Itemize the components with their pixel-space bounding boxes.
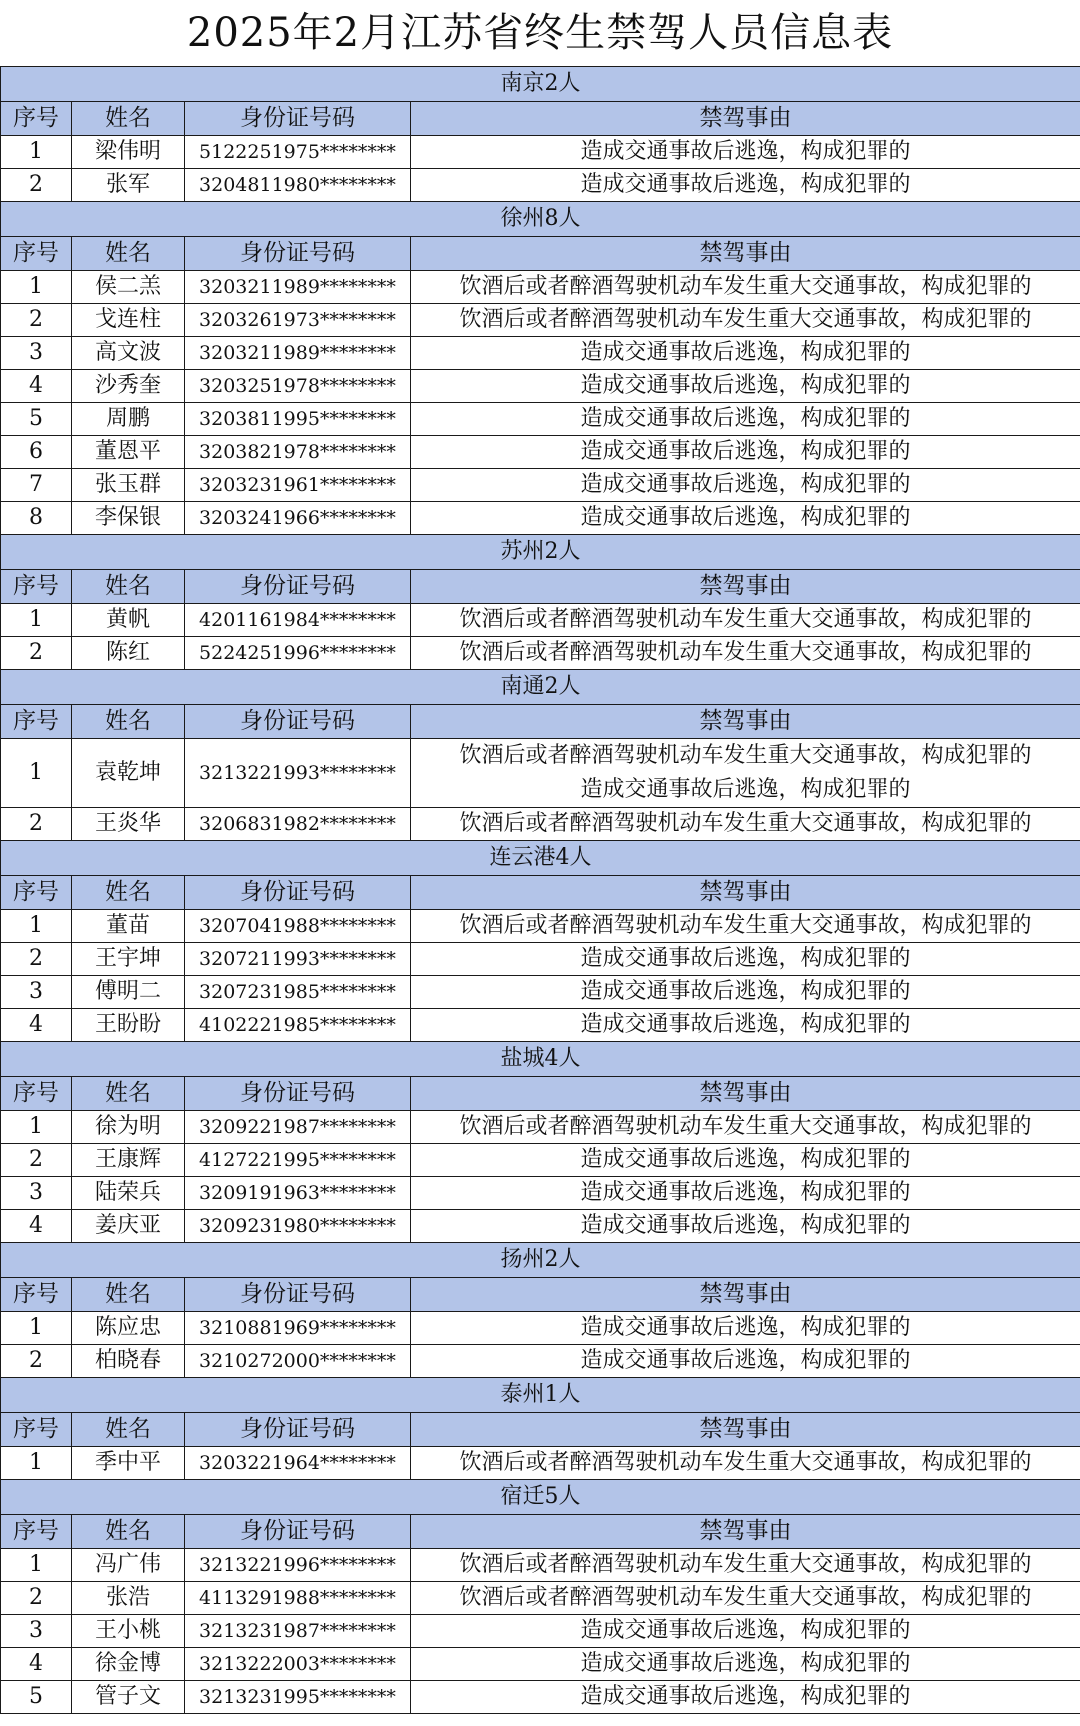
region-label: 宿迁5人 xyxy=(1,1480,1080,1515)
reason-line: 饮酒后或者醉酒驾驶机动车发生重大交通事故，构成犯罪的 xyxy=(459,640,1032,665)
cell-id-number: 4201161984******** xyxy=(185,604,411,637)
cell-reason xyxy=(411,1009,1080,1042)
reason-line: 造成交通事故后逃逸，构成犯罪的 xyxy=(580,505,911,530)
cell-id-number: 5224251996******** xyxy=(185,637,411,670)
cell-name: 高文波 xyxy=(72,337,185,370)
cell-id-number: 3213222003******** xyxy=(185,1648,411,1681)
header-name: 姓名 xyxy=(72,1077,185,1111)
cell-reason xyxy=(411,1648,1080,1681)
header-id-number: 身份证号码 xyxy=(185,1413,411,1447)
cell-id-number: 3203231961******** xyxy=(185,469,411,502)
region-row xyxy=(1,841,1080,876)
table-row xyxy=(1,604,1080,637)
region-row xyxy=(1,535,1080,570)
cell-reason xyxy=(411,1144,1080,1177)
cell-no: 1 xyxy=(1,739,72,808)
cell-id-number: 3203241966******** xyxy=(185,502,411,535)
cell-id-number: 3203211989******** xyxy=(185,337,411,370)
reason-line: 造成交通事故后逃逸，构成犯罪的 xyxy=(580,1651,911,1676)
cell-name: 冯广伟 xyxy=(72,1549,185,1582)
header-id-number: 身份证号码 xyxy=(185,1278,411,1312)
cell-name: 徐为明 xyxy=(72,1111,185,1144)
reason-line: 造成交通事故后逃逸，构成犯罪的 xyxy=(580,172,911,197)
table-row xyxy=(1,1681,1080,1714)
region-row xyxy=(1,670,1080,705)
header-reason: 禁驾事由 xyxy=(411,1278,1080,1312)
cell-reason xyxy=(411,943,1080,976)
reason-line: 饮酒后或者醉酒驾驶机动车发生重大交通事故，构成犯罪的 xyxy=(459,607,1032,632)
cell-id-number: 3203811995******** xyxy=(185,403,411,436)
cell-id-number: 3207211993******** xyxy=(185,943,411,976)
reason-line: 造成交通事故后逃逸，构成犯罪的 xyxy=(580,373,911,398)
table-row xyxy=(1,1009,1080,1042)
cell-no: 4 xyxy=(1,1648,72,1681)
cell-no: 2 xyxy=(1,943,72,976)
column-header-row xyxy=(1,1515,1080,1549)
cell-name: 陈红 xyxy=(72,637,185,670)
table-row xyxy=(1,1582,1080,1615)
cell-no: 1 xyxy=(1,1111,72,1144)
cell-name: 董恩平 xyxy=(72,436,185,469)
cell-id-number: 3209221987******** xyxy=(185,1111,411,1144)
reason-line: 造成交通事故后逃逸，构成犯罪的 xyxy=(580,1684,911,1709)
header-id-number: 身份证号码 xyxy=(185,102,411,136)
cell-name: 侯二羔 xyxy=(72,271,185,304)
cell-id-number: 3207041988******** xyxy=(185,910,411,943)
cell-id-number: 3210272000******** xyxy=(185,1345,411,1378)
header-name: 姓名 xyxy=(72,102,185,136)
reason-line: 造成交通事故后逃逸，构成犯罪的 xyxy=(580,1315,911,1340)
reason-line: 造成交通事故后逃逸，构成犯罪的 xyxy=(580,1348,911,1373)
reason-line: 饮酒后或者醉酒驾驶机动车发生重大交通事故，构成犯罪的 xyxy=(459,1450,1032,1475)
column-header-row xyxy=(1,876,1080,910)
header-no: 序号 xyxy=(1,1077,72,1111)
reason-line: 饮酒后或者醉酒驾驶机动车发生重大交通事故，构成犯罪的 xyxy=(459,1114,1032,1139)
table-row xyxy=(1,1345,1080,1378)
cell-reason xyxy=(411,271,1080,304)
cell-reason xyxy=(411,169,1080,202)
header-id-number: 身份证号码 xyxy=(185,705,411,739)
cell-reason xyxy=(411,403,1080,436)
header-no: 序号 xyxy=(1,570,72,604)
region-row xyxy=(1,1378,1080,1413)
table-row xyxy=(1,169,1080,202)
reason-line: 饮酒后或者醉酒驾驶机动车发生重大交通事故，构成犯罪的 xyxy=(459,307,1032,332)
cell-reason xyxy=(411,1549,1080,1582)
reason-line: 造成交通事故后逃逸，构成犯罪的 xyxy=(580,1012,911,1037)
table-row xyxy=(1,1111,1080,1144)
region-label: 南京2人 xyxy=(1,67,1080,102)
reason-line: 造成交通事故后逃逸，构成犯罪的 xyxy=(580,979,911,1004)
cell-reason xyxy=(411,337,1080,370)
cell-id-number: 3209191963******** xyxy=(185,1177,411,1210)
cell-no: 4 xyxy=(1,370,72,403)
reason-line: 造成交通事故后逃逸，构成犯罪的 xyxy=(580,1180,911,1205)
cell-id-number: 3213231987******** xyxy=(185,1615,411,1648)
cell-name: 王康辉 xyxy=(72,1144,185,1177)
cell-reason xyxy=(411,910,1080,943)
header-id-number: 身份证号码 xyxy=(185,876,411,910)
header-id-number: 身份证号码 xyxy=(185,1515,411,1549)
region-row xyxy=(1,67,1080,102)
cell-no: 2 xyxy=(1,808,72,841)
header-reason: 禁驾事由 xyxy=(411,876,1080,910)
cell-name: 张玉群 xyxy=(72,469,185,502)
cell-id-number: 3210881969******** xyxy=(185,1312,411,1345)
cell-name: 管子文 xyxy=(72,1681,185,1714)
header-no: 序号 xyxy=(1,1413,72,1447)
column-header-row xyxy=(1,1413,1080,1447)
cell-id-number: 3213231995******** xyxy=(185,1681,411,1714)
cell-id-number: 3213221996******** xyxy=(185,1549,411,1582)
header-name: 姓名 xyxy=(72,1413,185,1447)
table-row xyxy=(1,1210,1080,1243)
cell-name: 张浩 xyxy=(72,1582,185,1615)
table-row xyxy=(1,136,1080,169)
cell-id-number: 4102221985******** xyxy=(185,1009,411,1042)
cell-id-number: 3204811980******** xyxy=(185,169,411,202)
cell-reason xyxy=(411,1111,1080,1144)
header-reason: 禁驾事由 xyxy=(411,1077,1080,1111)
region-label: 扬州2人 xyxy=(1,1243,1080,1278)
reason-line: 饮酒后或者醉酒驾驶机动车发生重大交通事故，构成犯罪的 xyxy=(459,913,1032,938)
table-row xyxy=(1,337,1080,370)
cell-reason xyxy=(411,1345,1080,1378)
cell-no: 2 xyxy=(1,169,72,202)
cell-reason xyxy=(411,808,1080,841)
header-reason: 禁驾事由 xyxy=(411,102,1080,136)
header-reason: 禁驾事由 xyxy=(411,1515,1080,1549)
cell-no: 2 xyxy=(1,1582,72,1615)
cell-reason xyxy=(411,637,1080,670)
cell-id-number: 3203251978******** xyxy=(185,370,411,403)
reason-line: 造成交通事故后逃逸，构成犯罪的 xyxy=(580,946,911,971)
cell-no: 2 xyxy=(1,1144,72,1177)
table-row xyxy=(1,976,1080,1009)
table-row xyxy=(1,1447,1080,1480)
cell-reason xyxy=(411,1177,1080,1210)
cell-no: 1 xyxy=(1,1312,72,1345)
reason-line: 造成交通事故后逃逸，构成犯罪的 xyxy=(580,439,911,464)
table-row xyxy=(1,304,1080,337)
cell-no: 7 xyxy=(1,469,72,502)
table-row xyxy=(1,1177,1080,1210)
header-no: 序号 xyxy=(1,705,72,739)
cell-reason xyxy=(411,1681,1080,1714)
cell-no: 5 xyxy=(1,1681,72,1714)
cell-name: 董苗 xyxy=(72,910,185,943)
header-no: 序号 xyxy=(1,1278,72,1312)
cell-id-number: 3207231985******** xyxy=(185,976,411,1009)
cell-id-number: 3209231980******** xyxy=(185,1210,411,1243)
region-row xyxy=(1,1042,1080,1077)
cell-no: 2 xyxy=(1,1345,72,1378)
reason-line: 饮酒后或者醉酒驾驶机动车发生重大交通事故，构成犯罪的 xyxy=(459,1552,1032,1577)
page-title: 2025年2月江苏省终生禁驾人员信息表 xyxy=(186,10,894,56)
cell-no: 1 xyxy=(1,271,72,304)
cell-reason xyxy=(411,436,1080,469)
table-row xyxy=(1,637,1080,670)
reason-line: 造成交通事故后逃逸，构成犯罪的 xyxy=(580,1147,911,1172)
reason-line: 饮酒后或者醉酒驾驶机动车发生重大交通事故，构成犯罪的 xyxy=(459,743,1032,768)
region-row xyxy=(1,1480,1080,1515)
header-name: 姓名 xyxy=(72,237,185,271)
header-id-number: 身份证号码 xyxy=(185,237,411,271)
table-row xyxy=(1,808,1080,841)
cell-name: 张军 xyxy=(72,169,185,202)
header-no: 序号 xyxy=(1,1515,72,1549)
ban-info-table xyxy=(0,66,1080,1714)
reason-line: 造成交通事故后逃逸，构成犯罪的 xyxy=(580,777,911,802)
header-reason: 禁驾事由 xyxy=(411,1413,1080,1447)
reason-line: 造成交通事故后逃逸，构成犯罪的 xyxy=(580,139,911,164)
cell-no: 2 xyxy=(1,637,72,670)
cell-reason xyxy=(411,1582,1080,1615)
cell-name: 王宇坤 xyxy=(72,943,185,976)
cell-name: 季中平 xyxy=(72,1447,185,1480)
cell-name: 柏晓春 xyxy=(72,1345,185,1378)
cell-id-number: 5122251975******** xyxy=(185,136,411,169)
cell-reason xyxy=(411,370,1080,403)
reason-line: 造成交通事故后逃逸，构成犯罪的 xyxy=(580,1618,911,1643)
cell-id-number: 3203211989******** xyxy=(185,271,411,304)
header-reason: 禁驾事由 xyxy=(411,570,1080,604)
cell-no: 8 xyxy=(1,502,72,535)
cell-id-number: 3203261973******** xyxy=(185,304,411,337)
table-row xyxy=(1,1615,1080,1648)
cell-name: 王炎华 xyxy=(72,808,185,841)
table-row xyxy=(1,370,1080,403)
cell-id-number: 3203821978******** xyxy=(185,436,411,469)
cell-no: 6 xyxy=(1,436,72,469)
table-row xyxy=(1,469,1080,502)
cell-name: 梁伟明 xyxy=(72,136,185,169)
table-row xyxy=(1,943,1080,976)
table-row xyxy=(1,403,1080,436)
column-header-row xyxy=(1,570,1080,604)
cell-name: 徐金博 xyxy=(72,1648,185,1681)
region-label: 南通2人 xyxy=(1,670,1080,705)
cell-name: 姜庆亚 xyxy=(72,1210,185,1243)
reason-line: 造成交通事故后逃逸，构成犯罪的 xyxy=(580,1213,911,1238)
region-row xyxy=(1,202,1080,237)
reason-line: 造成交通事故后逃逸，构成犯罪的 xyxy=(580,472,911,497)
cell-reason xyxy=(411,1615,1080,1648)
cell-reason xyxy=(411,502,1080,535)
cell-no: 1 xyxy=(1,604,72,637)
cell-id-number: 3203221964******** xyxy=(185,1447,411,1480)
cell-reason xyxy=(411,304,1080,337)
cell-name: 戈连柱 xyxy=(72,304,185,337)
cell-name: 傅明二 xyxy=(72,976,185,1009)
cell-reason xyxy=(411,739,1080,808)
region-row xyxy=(1,1243,1080,1278)
column-header-row xyxy=(1,705,1080,739)
cell-name: 王盼盼 xyxy=(72,1009,185,1042)
table-row xyxy=(1,436,1080,469)
reason-line: 饮酒后或者醉酒驾驶机动车发生重大交通事故，构成犯罪的 xyxy=(459,274,1032,299)
header-name: 姓名 xyxy=(72,705,185,739)
reason-line: 造成交通事故后逃逸，构成犯罪的 xyxy=(580,406,911,431)
cell-id-number: 4127221995******** xyxy=(185,1144,411,1177)
header-name: 姓名 xyxy=(72,570,185,604)
table-row xyxy=(1,502,1080,535)
cell-no: 3 xyxy=(1,1177,72,1210)
column-header-row xyxy=(1,237,1080,271)
header-no: 序号 xyxy=(1,102,72,136)
cell-name: 黄帆 xyxy=(72,604,185,637)
cell-no: 4 xyxy=(1,1210,72,1243)
cell-no: 1 xyxy=(1,910,72,943)
region-label: 徐州8人 xyxy=(1,202,1080,237)
table-row xyxy=(1,1648,1080,1681)
table-body xyxy=(1,67,1080,1714)
cell-id-number: 3213221993******** xyxy=(185,739,411,808)
table-row xyxy=(1,1312,1080,1345)
cell-no: 1 xyxy=(1,1549,72,1582)
cell-no: 2 xyxy=(1,304,72,337)
cell-name: 陈应忠 xyxy=(72,1312,185,1345)
column-header-row xyxy=(1,1278,1080,1312)
header-no: 序号 xyxy=(1,876,72,910)
cell-name: 王小桃 xyxy=(72,1615,185,1648)
header-id-number: 身份证号码 xyxy=(185,570,411,604)
header-name: 姓名 xyxy=(72,1515,185,1549)
region-label: 盐城4人 xyxy=(1,1042,1080,1077)
column-header-row xyxy=(1,1077,1080,1111)
cell-name: 袁乾坤 xyxy=(72,739,185,808)
region-label: 连云港4人 xyxy=(1,841,1080,876)
header-reason: 禁驾事由 xyxy=(411,705,1080,739)
header-id-number: 身份证号码 xyxy=(185,1077,411,1111)
column-header-row xyxy=(1,102,1080,136)
region-label: 泰州1人 xyxy=(1,1378,1080,1413)
cell-reason xyxy=(411,1210,1080,1243)
table-row xyxy=(1,739,1080,808)
reason-line: 饮酒后或者醉酒驾驶机动车发生重大交通事故，构成犯罪的 xyxy=(459,1585,1032,1610)
cell-id-number: 3206831982******** xyxy=(185,808,411,841)
cell-reason xyxy=(411,1447,1080,1480)
cell-reason xyxy=(411,976,1080,1009)
cell-no: 1 xyxy=(1,1447,72,1480)
header-name: 姓名 xyxy=(72,876,185,910)
cell-name: 李保银 xyxy=(72,502,185,535)
table-row xyxy=(1,271,1080,304)
cell-name: 陆荣兵 xyxy=(72,1177,185,1210)
table-row xyxy=(1,1144,1080,1177)
cell-reason xyxy=(411,1312,1080,1345)
cell-no: 4 xyxy=(1,1009,72,1042)
cell-name: 周鹏 xyxy=(72,403,185,436)
cell-name: 沙秀奎 xyxy=(72,370,185,403)
cell-id-number: 4113291988******** xyxy=(185,1582,411,1615)
cell-reason xyxy=(411,604,1080,637)
header-reason: 禁驾事由 xyxy=(411,237,1080,271)
cell-reason xyxy=(411,136,1080,169)
table-row xyxy=(1,1549,1080,1582)
cell-no: 3 xyxy=(1,1615,72,1648)
cell-no: 1 xyxy=(1,136,72,169)
table-row xyxy=(1,910,1080,943)
cell-no: 3 xyxy=(1,337,72,370)
header-no: 序号 xyxy=(1,237,72,271)
cell-reason xyxy=(411,469,1080,502)
reason-line: 造成交通事故后逃逸，构成犯罪的 xyxy=(580,340,911,365)
header-name: 姓名 xyxy=(72,1278,185,1312)
cell-no: 5 xyxy=(1,403,72,436)
cell-no: 3 xyxy=(1,976,72,1009)
reason-line: 饮酒后或者醉酒驾驶机动车发生重大交通事故，构成犯罪的 xyxy=(459,811,1032,836)
region-label: 苏州2人 xyxy=(1,535,1080,570)
